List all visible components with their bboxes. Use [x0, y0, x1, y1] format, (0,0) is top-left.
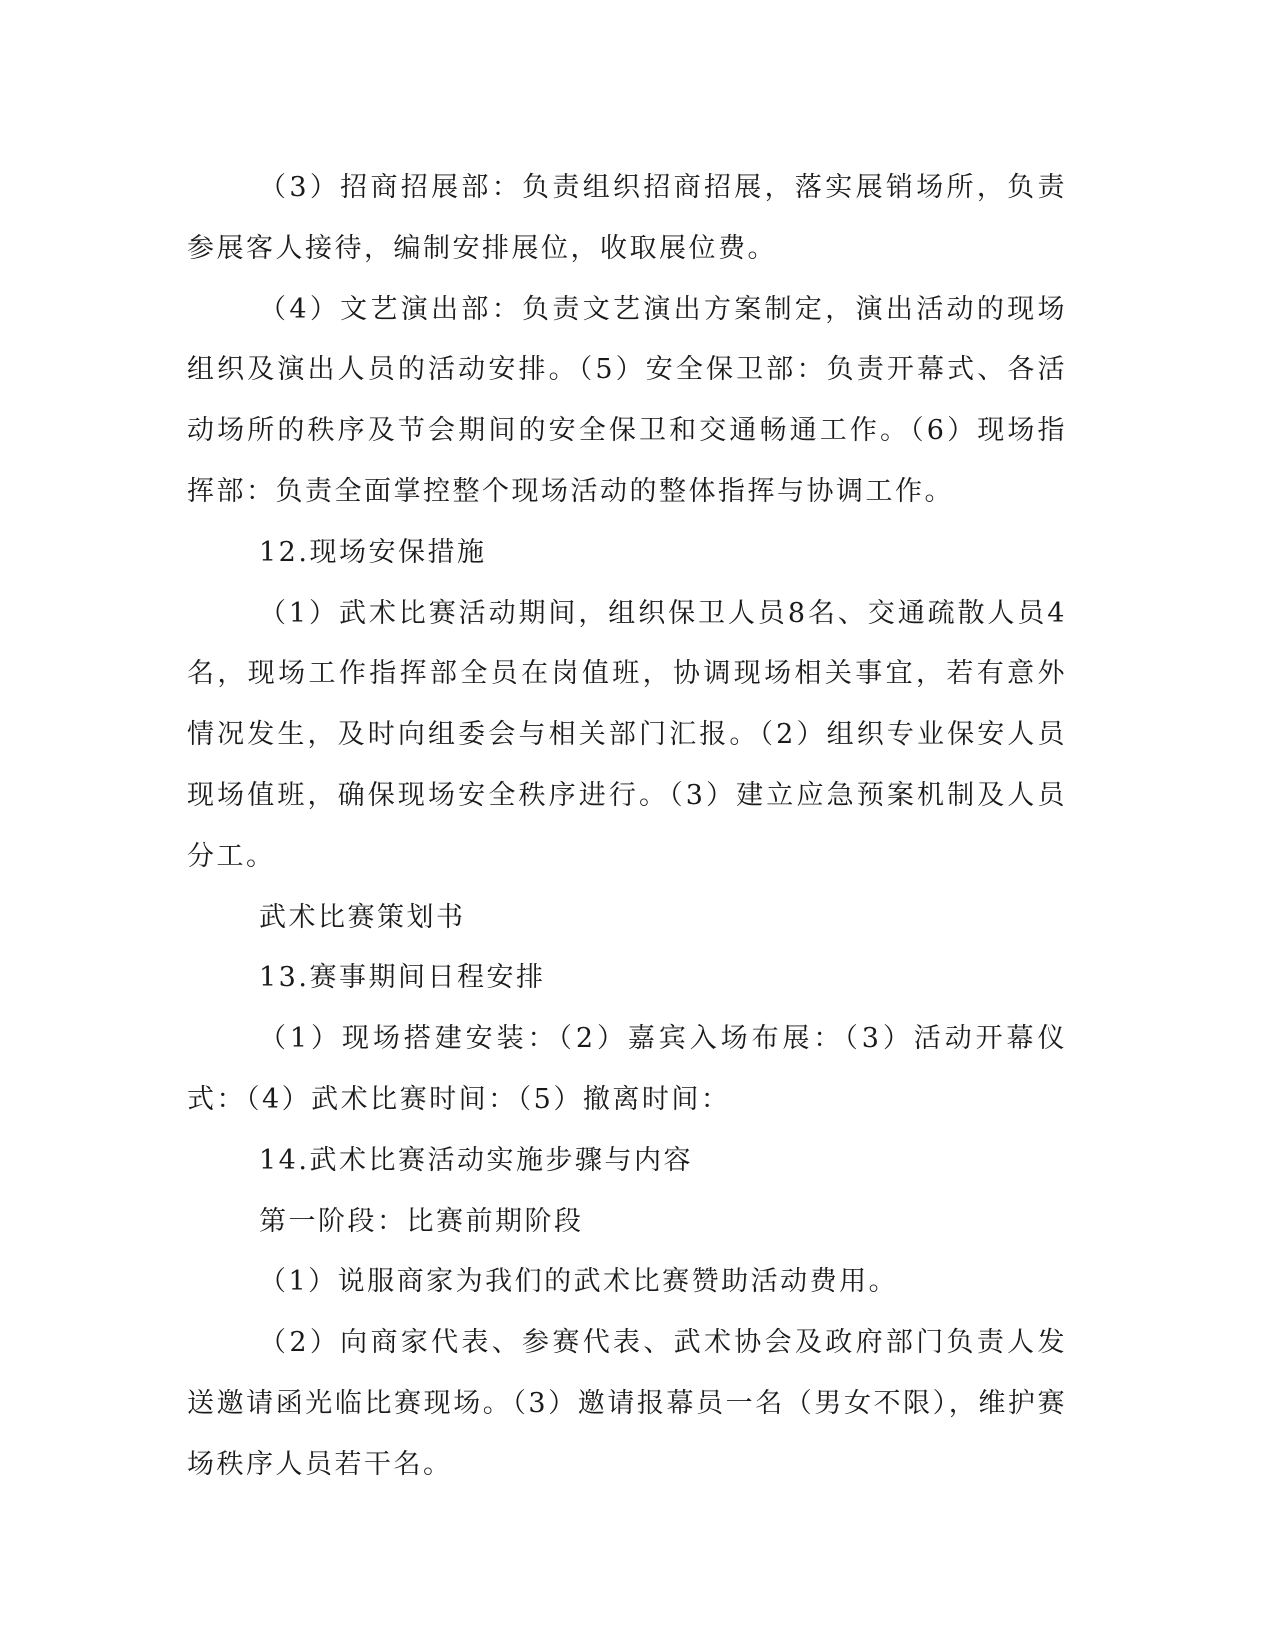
document-body [187, 158, 1067, 1496]
heading-event-schedule: 13.赛事期间日程安排 [259, 962, 546, 994]
paragraph-security-details: （1）武术比赛活动期间，组织保卫人员8名、交通疏散人员4名，现场工作指挥部全员在岗值班，协调现场相关事宜，若有意外情况发生，及时向组委会与相关部门汇报。（2）组织专业保安人员现场值班，确保现场安全秩序进行。（3）建立应急预案机制及人员分工。 [187, 597, 1067, 872]
heading-security-measures: 12.现场安保措施 [259, 536, 487, 568]
heading-implementation-steps: 14.武术比赛活动实施步骤与内容 [259, 1144, 693, 1176]
paragraph-departments-duties: （4）文艺演出部：负责文艺演出方案制定，演出活动的现场组织及演出人员的活动安排。（5）安全保卫部：负责开幕式、各活动场所的秩序及节会期间的安全保卫和交通畅通工作。（6）现场指挥部：负责全面掌控整个现场活动的整体指挥与协调工作。 [187, 293, 1067, 507]
document-running-title: 武术比赛策划书 [259, 901, 466, 933]
paragraph-invitations: （2）向商家代表、参赛代表、武术协会及政府部门负责人发送邀请函光临比赛现场。（3）邀请报幕员一名（男女不限），维护赛场秩序人员若干名。 [187, 1327, 1067, 1480]
paragraph-sponsorship: （1）说服商家为我们的武术比赛赞助活动费用。 [259, 1266, 899, 1298]
paragraph-investment-department: （3）招商招展部：负责组织招商招展，落实展销场所，负责参展客人接待，编制安排展位，收取展位费。 [187, 172, 1067, 264]
heading-stage-one: 第一阶段：比赛前期阶段 [259, 1205, 584, 1237]
paragraph-schedule-items: （1）现场搭建安装：（2）嘉宾入场布展：（3）活动开幕仪式：（4）武术比赛时间：（5）撤离时间： [187, 1023, 1067, 1115]
